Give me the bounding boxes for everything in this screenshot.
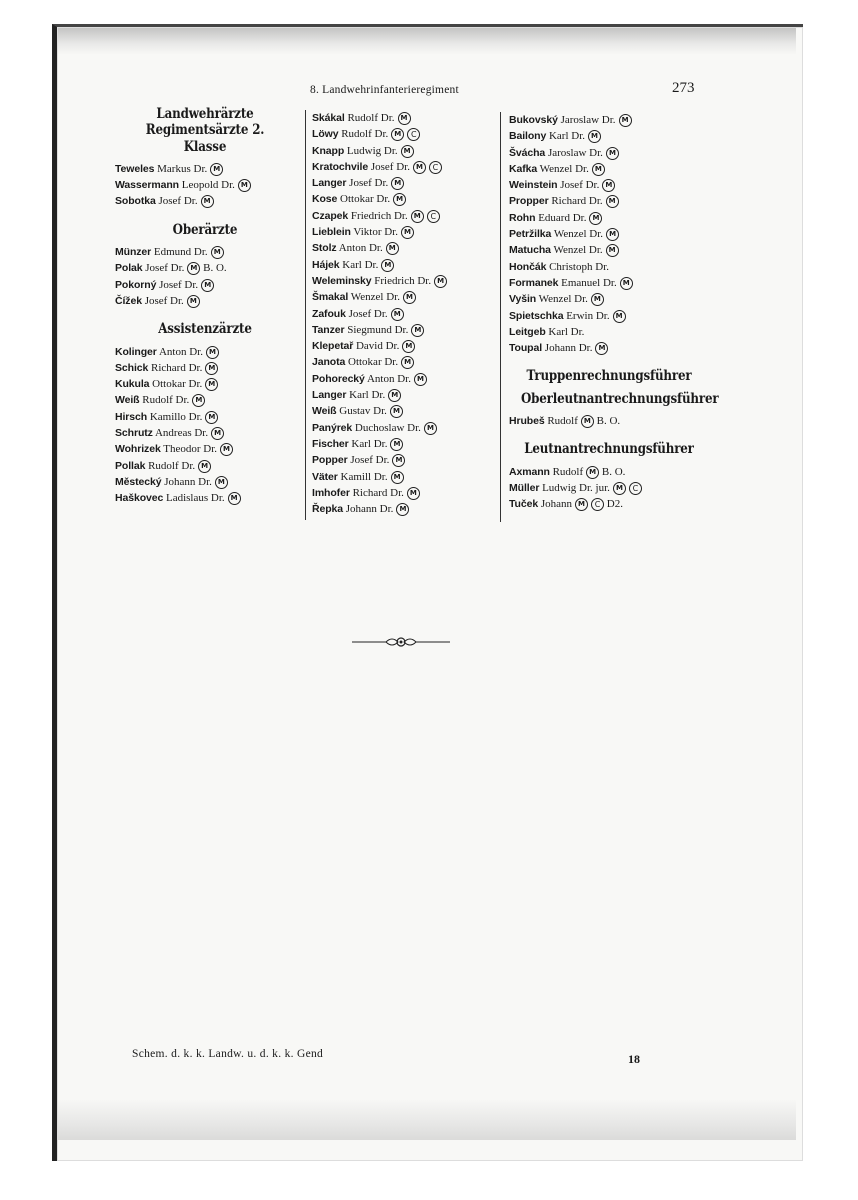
- entry-given-name: Wenzel Dr.: [536, 293, 588, 306]
- entry-surname: Fischer: [312, 437, 349, 450]
- list-item: [115, 425, 295, 441]
- circled-m-icon: M: [215, 476, 228, 489]
- entry-given-name: Rudolf: [544, 415, 578, 428]
- list-item: [115, 360, 295, 376]
- section-heading: Truppenrechnungsführer: [526, 368, 692, 385]
- entry-list-assistenzaerzte: [115, 344, 295, 507]
- entry-given-name: Leopold Dr.: [178, 179, 235, 192]
- entry-given-name: Siegmund Dr.: [344, 323, 409, 336]
- circled-m-icon: M: [591, 293, 604, 306]
- list-item: [312, 273, 507, 289]
- entry-surname: Rohn: [509, 211, 536, 224]
- entry-given-name: Karl Dr.: [545, 325, 585, 338]
- entry-given-name: Eduard Dr.: [535, 211, 587, 224]
- entry-given-name: Karl Dr.: [348, 437, 388, 450]
- list-item: [312, 387, 507, 403]
- entry-given-name: Duchoslaw Dr.: [352, 421, 421, 434]
- entry-surname: Pokorný: [115, 278, 157, 291]
- circled-m-icon: M: [589, 212, 602, 225]
- circled-m-icon: M: [220, 443, 233, 456]
- entry-surname: Toupal: [509, 342, 543, 355]
- column-3: [500, 112, 719, 522]
- circled-c-icon: C: [427, 210, 440, 223]
- list-item: [115, 490, 295, 506]
- column-2: [305, 110, 507, 520]
- entry-surname: Kolinger: [115, 345, 157, 358]
- entry-surname: Matucha: [509, 244, 551, 257]
- entry-surname: Haškovec: [115, 492, 164, 505]
- entry-surname: Weiß: [115, 394, 140, 407]
- entry-given-name: Viktor Dr.: [350, 226, 398, 239]
- circled-m-icon: M: [391, 128, 404, 141]
- entry-surname: Weiß: [312, 405, 337, 418]
- circled-m-icon: M: [238, 179, 251, 192]
- list-item: [115, 474, 295, 490]
- entry-given-name: Christoph Dr.: [546, 260, 609, 273]
- entry-surname: Propper: [509, 195, 549, 208]
- entry-surname: Polak: [115, 262, 143, 275]
- list-item: [312, 469, 507, 485]
- circled-m-icon: M: [391, 308, 404, 321]
- entry-surname: Kukula: [115, 378, 150, 391]
- circled-m-icon: M: [391, 471, 404, 484]
- list-item: [312, 403, 507, 419]
- entry-given-name: Markus Dr.: [154, 162, 208, 175]
- entry-given-name: Ladislaus Dr.: [163, 492, 225, 505]
- circled-m-icon: M: [592, 163, 605, 176]
- entry-list-column-2: [312, 110, 507, 517]
- circled-m-icon: M: [201, 279, 214, 292]
- circled-m-icon: M: [424, 422, 437, 435]
- entry-suffix: B. O.: [593, 415, 621, 428]
- entry-surname: Kratochvile: [312, 160, 369, 173]
- list-item: [115, 376, 295, 392]
- entry-given-name: Richard Dr.: [148, 361, 203, 374]
- circled-m-icon: M: [613, 310, 626, 323]
- entry-given-name: Ludwig Dr. jur.: [539, 481, 610, 494]
- circled-m-icon: M: [211, 427, 224, 440]
- entry-surname: Weinstein: [509, 179, 558, 192]
- entry-surname: Langer: [312, 389, 347, 402]
- entry-surname: Kafka: [509, 162, 538, 175]
- circled-m-icon: M: [201, 195, 214, 208]
- entry-surname: Pollak: [115, 459, 146, 472]
- entry-given-name: Jaroslaw Dr.: [545, 146, 603, 159]
- list-item: [312, 126, 507, 142]
- list-item: [312, 306, 507, 322]
- entry-surname: Řepka: [312, 503, 344, 516]
- list-item: [312, 354, 507, 370]
- entry-given-name: Richard Dr.: [548, 195, 603, 208]
- entry-surname: Bailony: [509, 130, 547, 143]
- circled-m-icon: M: [205, 411, 218, 424]
- list-item: [509, 464, 709, 480]
- entry-given-name: Erwin Dr.: [563, 309, 610, 322]
- circled-m-icon: M: [210, 163, 223, 176]
- list-item: [115, 409, 295, 425]
- circled-m-icon: M: [386, 242, 399, 255]
- list-item: [312, 420, 507, 436]
- footer-sheet-number: 18: [628, 1052, 640, 1066]
- list-item: [312, 289, 507, 305]
- list-item: [312, 110, 507, 126]
- circled-m-icon: M: [390, 438, 403, 451]
- list-item: [312, 208, 507, 224]
- entry-surname: Imhofer: [312, 486, 350, 499]
- entry-given-name: Josef Dr.: [141, 294, 184, 307]
- list-item: [509, 242, 709, 258]
- circled-m-icon: M: [187, 295, 200, 308]
- list-item: [312, 501, 507, 517]
- list-item: [115, 344, 295, 360]
- running-header: 8. Landwehrinfanterieregiment: [310, 84, 459, 96]
- circled-m-icon: M: [198, 460, 211, 473]
- list-item: [312, 257, 507, 273]
- circled-m-icon: M: [411, 210, 424, 223]
- entry-surname: Leitgeb: [509, 325, 546, 338]
- entry-given-name: Josef Dr.: [142, 262, 185, 275]
- entry-given-name: Anton Dr.: [364, 372, 411, 385]
- list-item: [312, 371, 507, 387]
- entry-surname: Hirsch: [115, 410, 148, 423]
- entry-given-name: Wenzel Dr.: [550, 244, 603, 257]
- circled-m-icon: M: [205, 378, 218, 391]
- list-item: [509, 413, 709, 429]
- list-item: [509, 112, 709, 128]
- entry-surname: Teweles: [115, 162, 155, 175]
- list-item: [312, 322, 507, 338]
- circled-m-icon: M: [187, 262, 200, 275]
- list-item: [509, 480, 709, 496]
- circled-m-icon: M: [388, 389, 401, 402]
- entry-surname: Městecký: [115, 475, 162, 488]
- list-item: [509, 161, 709, 177]
- list-item: [312, 143, 507, 159]
- entry-surname: Hončák: [509, 260, 547, 273]
- entry-given-name: Jaroslaw Dr.: [557, 114, 616, 126]
- list-item: [509, 210, 709, 226]
- entry-given-name: Gustav Dr.: [336, 405, 387, 418]
- circled-m-icon: M: [606, 244, 619, 257]
- section-heading: Oberärzte: [172, 221, 238, 238]
- section-heading: Leutnantrechnungsführer: [524, 441, 694, 458]
- circled-m-icon: M: [411, 324, 424, 337]
- circled-m-icon: M: [398, 112, 411, 125]
- entry-given-name: Josef Dr.: [155, 195, 198, 208]
- list-item: [312, 240, 507, 256]
- entry-surname: Väter: [312, 470, 338, 483]
- circled-m-icon: M: [393, 193, 406, 206]
- entry-given-name: Theodor Dr.: [160, 443, 218, 456]
- entry-surname: Bukovský: [509, 114, 558, 126]
- entry-suffix: D2.: [604, 498, 623, 511]
- circled-m-icon: M: [434, 275, 447, 288]
- circled-m-icon: M: [391, 177, 404, 190]
- circled-m-icon: M: [396, 503, 409, 516]
- list-item: [115, 193, 295, 209]
- circled-c-icon: C: [591, 498, 604, 511]
- list-item: [312, 175, 507, 191]
- entry-given-name: Friedrich Dr.: [348, 209, 408, 222]
- circled-c-icon: C: [629, 482, 642, 495]
- entry-given-name: Anton Dr.: [156, 345, 203, 358]
- circled-c-icon: C: [429, 161, 442, 174]
- section-heading: Landwehrärzte: [156, 106, 254, 122]
- entry-surname: Pohorecký: [312, 372, 365, 385]
- circled-m-icon: M: [620, 277, 633, 290]
- circled-m-icon: M: [581, 415, 594, 428]
- entry-given-name: Karl Dr.: [546, 130, 586, 143]
- list-item: [509, 496, 709, 512]
- circled-m-icon: M: [602, 179, 615, 192]
- circled-m-icon: M: [401, 356, 414, 369]
- entry-surname: Stolz: [312, 242, 337, 255]
- list-item: [115, 244, 295, 260]
- entry-surname: Hájek: [312, 258, 340, 271]
- entry-given-name: Josef Dr.: [345, 307, 388, 320]
- circled-m-icon: M: [211, 246, 224, 259]
- entry-given-name: Josef Dr.: [346, 177, 389, 190]
- entry-list-oberleutnant-rf: [509, 413, 709, 429]
- entry-given-name: Josef Dr.: [368, 160, 410, 173]
- list-item: [312, 191, 507, 207]
- entry-given-name: David Dr.: [353, 340, 400, 353]
- ornament-divider: [352, 634, 450, 650]
- circled-m-icon: M: [575, 498, 588, 511]
- entry-given-name: Andreas Dr.: [152, 427, 209, 440]
- entry-given-name: Rudolf Dr.: [139, 394, 190, 407]
- entry-surname: Janota: [312, 356, 346, 369]
- entry-given-name: Johann Dr.: [161, 475, 212, 488]
- list-item: [312, 224, 507, 240]
- circled-m-icon: M: [414, 373, 427, 386]
- list-item: [115, 293, 295, 309]
- circled-m-icon: M: [192, 394, 205, 407]
- circled-m-icon: M: [401, 145, 414, 158]
- entry-surname: Tuček: [509, 498, 539, 511]
- entry-given-name: Karl Dr.: [346, 389, 386, 402]
- entry-surname: Langer: [312, 177, 347, 190]
- entry-surname: Münzer: [115, 246, 152, 259]
- circled-m-icon: M: [613, 482, 626, 495]
- circled-m-icon: M: [228, 492, 241, 505]
- entry-surname: Sobotka: [115, 195, 156, 208]
- entry-surname: Panýrek: [312, 421, 353, 434]
- entry-surname: Švácha: [509, 146, 546, 159]
- entry-surname: Wohrizek: [115, 443, 161, 456]
- entry-given-name: Karl Dr.: [339, 258, 379, 271]
- list-item: [115, 458, 295, 474]
- entry-given-name: Wenzel Dr.: [537, 162, 589, 175]
- entry-surname: Czapek: [312, 209, 349, 222]
- section-subheading: Regimentsärzte 2. Klasse: [145, 122, 265, 155]
- entry-surname: Weleminsky: [312, 274, 372, 287]
- entry-given-name: Johann: [538, 498, 572, 511]
- list-item: [509, 275, 709, 291]
- entry-given-name: Josef Dr.: [347, 454, 390, 467]
- entry-given-name: Wenzel Dr.: [348, 291, 400, 304]
- entry-given-name: Richard Dr.: [349, 486, 404, 499]
- circled-m-icon: M: [403, 291, 416, 304]
- entry-list-regimentsaerzte: [115, 161, 295, 210]
- entry-surname: Müller: [509, 481, 540, 494]
- list-item: [312, 452, 507, 468]
- list-item: [509, 291, 709, 307]
- list-item: [312, 485, 507, 501]
- entry-surname: Lieblein: [312, 226, 351, 239]
- entry-surname: Löwy: [312, 128, 339, 141]
- entry-given-name: Josef Dr.: [156, 278, 199, 291]
- list-item: [509, 193, 709, 209]
- entry-list-oberaerzte: [115, 244, 295, 309]
- entry-surname: Vyšin: [509, 293, 537, 306]
- entry-suffix: B. O.: [200, 262, 227, 275]
- list-item: [509, 128, 709, 144]
- entry-surname: Wassermann: [115, 179, 179, 192]
- entry-given-name: Rudolf: [549, 465, 584, 478]
- entry-given-name: Kamillo Dr.: [147, 410, 203, 423]
- entry-surname: Hrubeš: [509, 415, 545, 428]
- entry-surname: Popper: [312, 454, 348, 467]
- list-item: [509, 340, 709, 356]
- list-item: [509, 145, 709, 161]
- entry-given-name: Ottokar Dr.: [149, 378, 203, 391]
- circled-m-icon: M: [381, 259, 394, 272]
- entry-list-column-3: [509, 112, 709, 356]
- entry-surname: Knapp: [312, 144, 345, 157]
- circled-m-icon: M: [401, 226, 414, 239]
- entry-given-name: Kamill Dr.: [337, 470, 388, 483]
- entry-given-name: Rudolf Dr.: [338, 128, 389, 141]
- list-item: [115, 161, 295, 177]
- list-item: [115, 177, 295, 193]
- circled-m-icon: M: [588, 130, 601, 143]
- circled-m-icon: M: [206, 346, 219, 359]
- circled-c-icon: C: [407, 128, 420, 141]
- circled-m-icon: M: [205, 362, 218, 375]
- list-item: [115, 277, 295, 293]
- entry-given-name: Friedrich Dr.: [371, 274, 432, 287]
- circled-m-icon: M: [606, 147, 619, 160]
- list-item: [509, 177, 709, 193]
- entry-surname: Formanek: [509, 276, 559, 289]
- list-item: [115, 392, 295, 408]
- entry-surname: Schick: [115, 361, 149, 374]
- page-number: 273: [672, 80, 695, 96]
- entry-given-name: Josef Dr.: [557, 179, 600, 192]
- entry-list-leutnant-rf: [509, 464, 709, 513]
- entry-surname: Zafouk: [312, 307, 346, 320]
- entry-given-name: Edmund Dr.: [151, 246, 208, 259]
- entry-given-name: Anton Dr.: [336, 242, 383, 255]
- circled-m-icon: M: [595, 342, 608, 355]
- entry-surname: Tanzer: [312, 323, 345, 336]
- entry-surname: Skákal: [312, 112, 345, 124]
- entry-surname: Klepetař: [312, 340, 354, 353]
- entry-surname: Čížek: [115, 294, 142, 307]
- circled-m-icon: M: [619, 114, 632, 127]
- entry-given-name: Johann Dr.: [343, 503, 394, 516]
- section-heading: Assistenzärzte: [158, 321, 252, 338]
- entry-surname: Spietschka: [509, 309, 564, 322]
- list-item: [509, 308, 709, 324]
- list-item: [509, 259, 709, 275]
- list-item: [115, 260, 295, 276]
- entry-given-name: Ottokar Dr.: [337, 193, 391, 206]
- list-item: [312, 436, 507, 452]
- list-item: [312, 338, 507, 354]
- list-item: [509, 226, 709, 242]
- circled-m-icon: M: [407, 487, 420, 500]
- entry-given-name: Ludwig Dr.: [344, 144, 398, 157]
- entry-given-name: Johann Dr.: [542, 342, 593, 355]
- column-1: [115, 106, 295, 507]
- circled-m-icon: M: [606, 228, 619, 241]
- circled-m-icon: M: [586, 466, 599, 479]
- entry-given-name: Emanuel Dr.: [558, 276, 617, 289]
- entry-surname: Kose: [312, 193, 338, 206]
- entry-surname: Schrutz: [115, 427, 153, 440]
- entry-suffix: B. O.: [599, 465, 626, 478]
- entry-given-name: Rudolf Dr.: [145, 459, 196, 472]
- entry-surname: Petržilka: [509, 228, 552, 241]
- list-item: [509, 324, 709, 340]
- entry-given-name: Rudolf Dr.: [344, 112, 395, 124]
- list-item: [115, 441, 295, 457]
- entry-given-name: Ottokar Dr.: [345, 356, 399, 369]
- circled-m-icon: M: [402, 340, 415, 353]
- entry-given-name: Wenzel Dr.: [551, 228, 604, 241]
- entry-surname: Axmann: [509, 465, 550, 478]
- circled-m-icon: M: [390, 405, 403, 418]
- circled-m-icon: M: [392, 454, 405, 467]
- circled-m-icon: M: [606, 195, 619, 208]
- entry-surname: Šmakal: [312, 291, 349, 304]
- footer-source: Schem. d. k. k. Landw. u. d. k. k. Gend: [132, 1048, 324, 1060]
- list-item: [312, 159, 507, 175]
- section-heading: Oberleutnantrechnungsführer: [521, 390, 719, 407]
- circled-m-icon: M: [413, 161, 426, 174]
